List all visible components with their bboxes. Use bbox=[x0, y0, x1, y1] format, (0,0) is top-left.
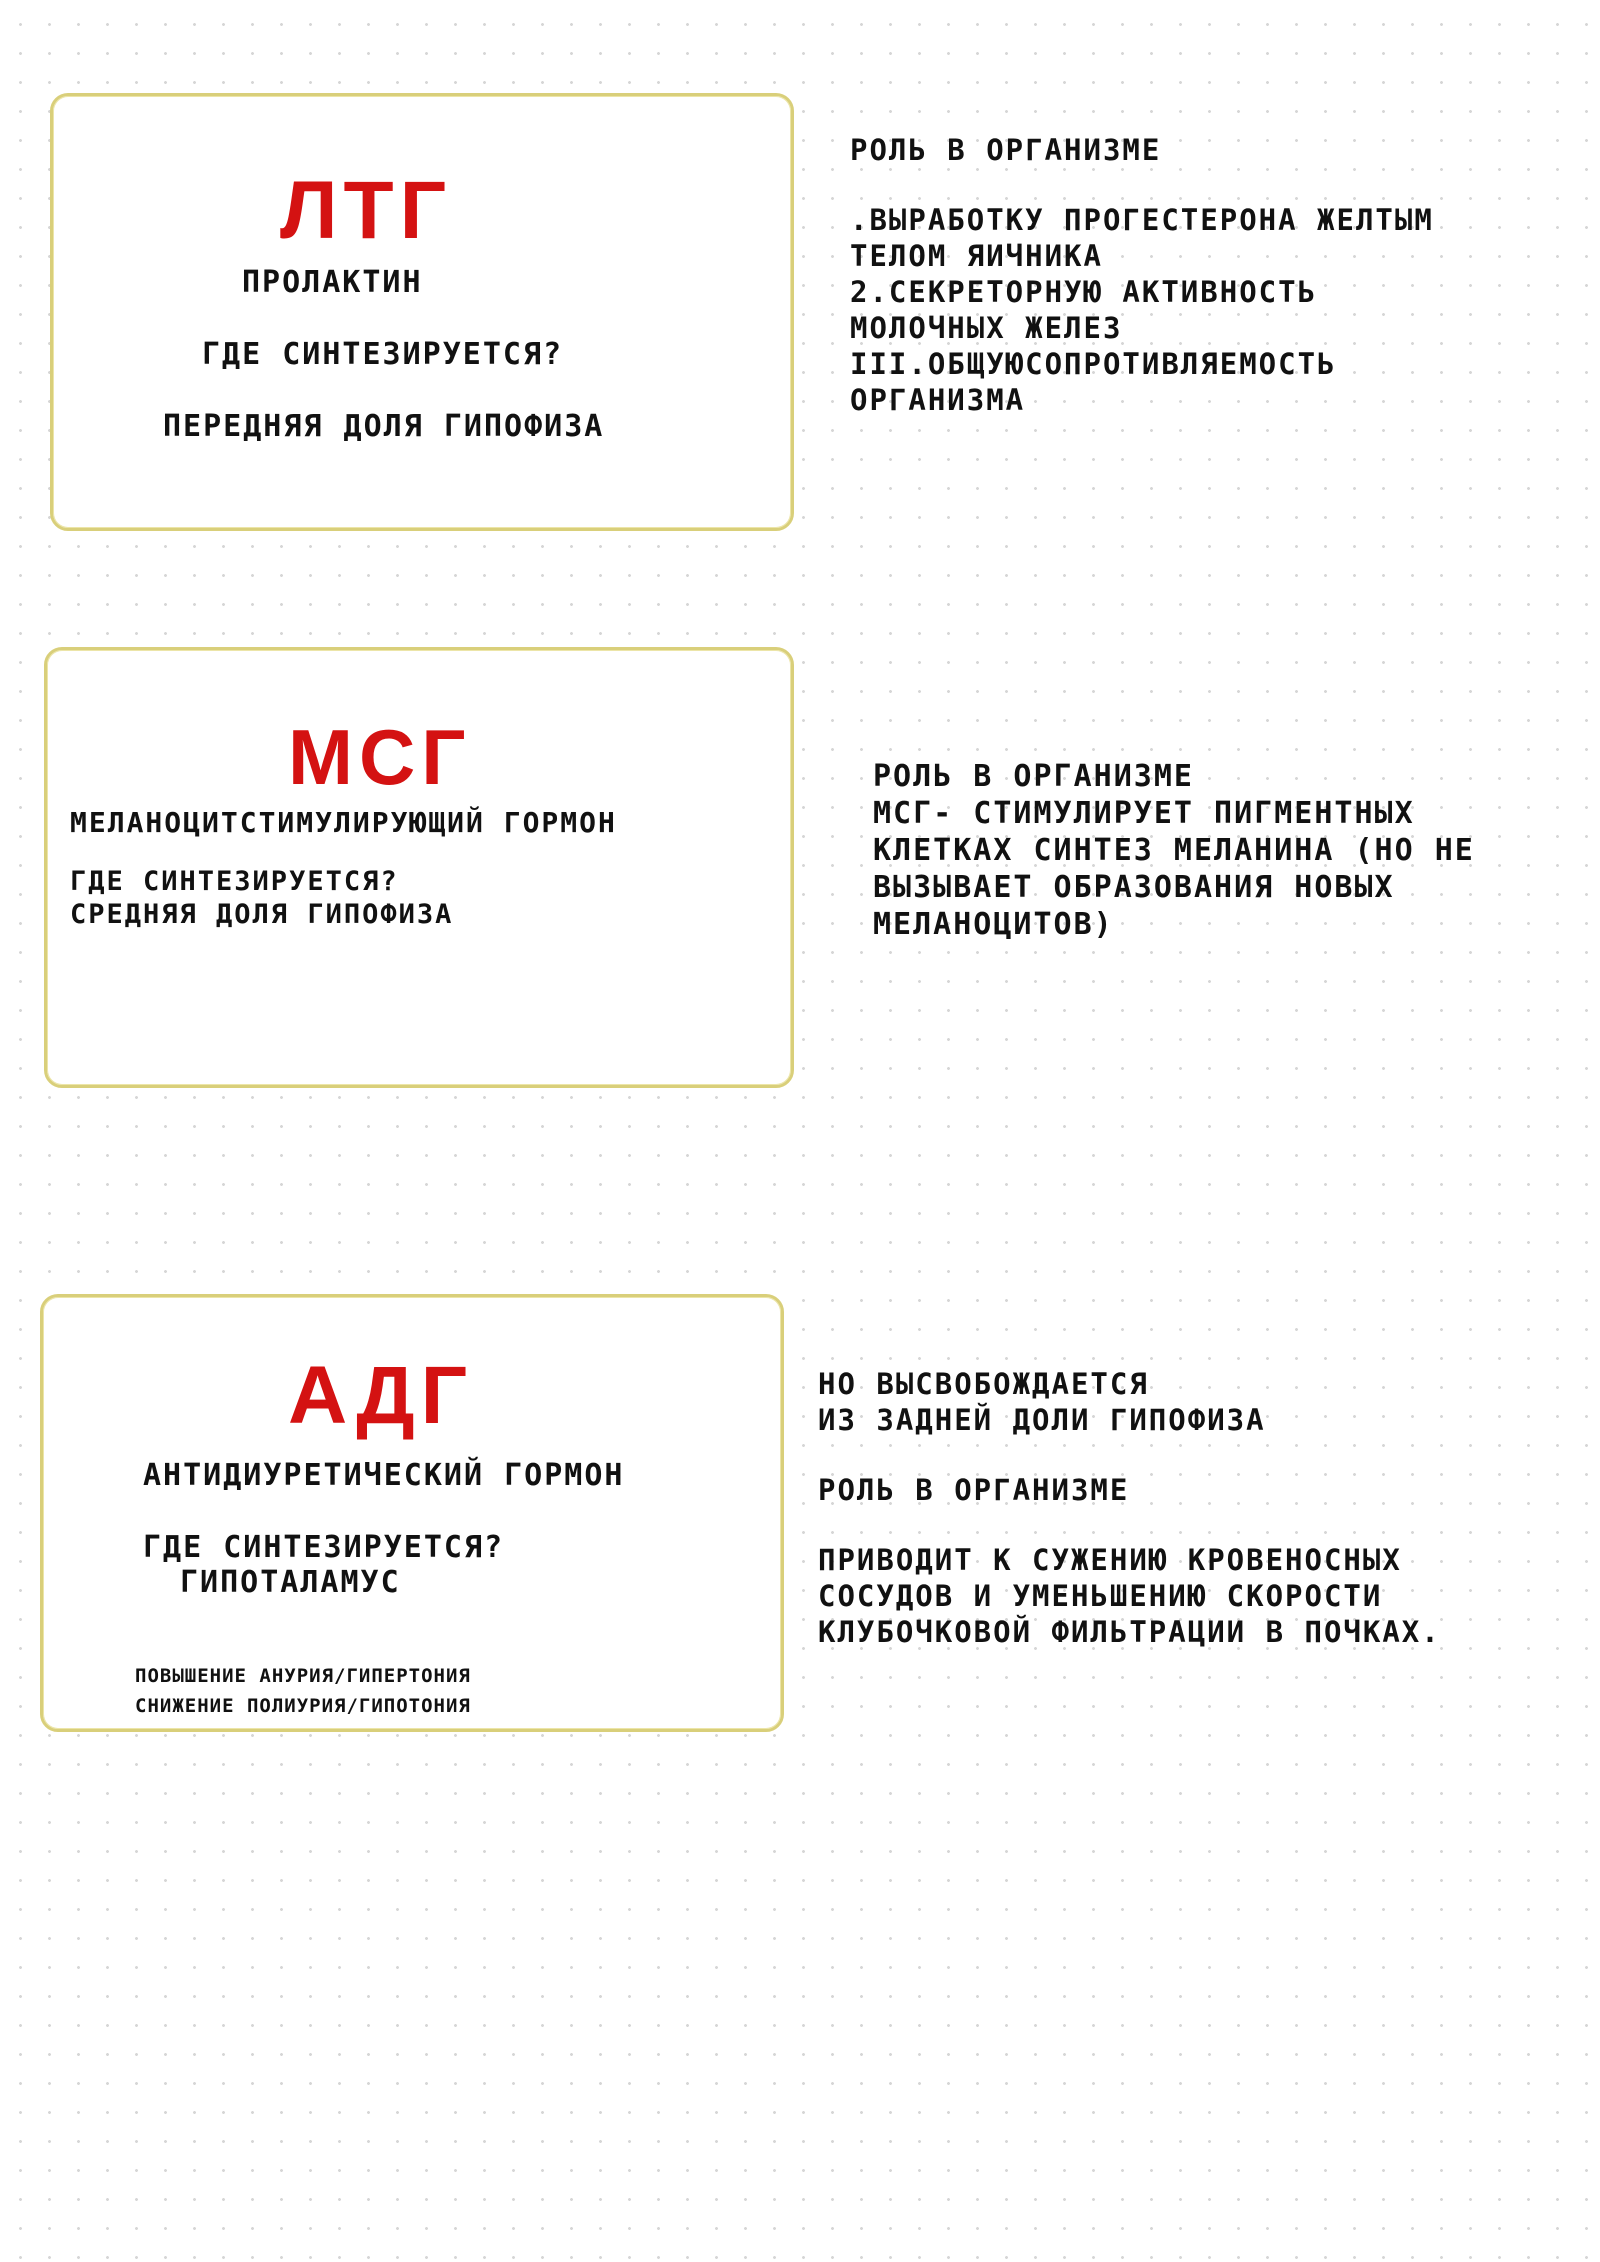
hormone-name: ПРОЛАКТИН bbox=[242, 265, 423, 300]
role-line: СОСУДОВ И УМЕНЬШЕНИЮ СКОРОСТИ bbox=[818, 1579, 1383, 1613]
synthesis-question: ГДЕ СИНТЕЗИРУЕТСЯ? bbox=[202, 337, 564, 372]
role-line: ОРГАНИЗМА bbox=[850, 383, 1026, 417]
role-heading: РОЛЬ В ОРГАНИЗМЕ bbox=[873, 759, 1194, 794]
role-line: КЛЕТКАХ СИНТЕЗ МЕЛАНИНА (НО НЕ bbox=[873, 833, 1475, 868]
synthesis-question: ГДЕ СИНТЕЗИРУЕТСЯ? bbox=[143, 1530, 505, 1565]
role-line: 2.СЕКРЕТОРНУЮ АКТИВНОСТЬ bbox=[850, 275, 1318, 309]
role-line: МЕЛАНОЦИТОВ) bbox=[873, 907, 1114, 942]
note-line: СНИЖЕНИЕ ПОЛИУРИЯ/ГИПОТОНИЯ bbox=[135, 1695, 471, 1717]
role-line: III.ОБЩУЮСОПРОТИВЛЯЕМОСТЬ bbox=[850, 347, 1337, 381]
synthesis-answer: СРЕДНЯЯ ДОЛЯ ГИПОФИЗА bbox=[70, 899, 454, 930]
release-note bbox=[818, 1366, 1266, 1438]
role-section-ltg bbox=[850, 132, 1434, 418]
role-line: ПРИВОДИТ К СУЖЕНИЮ КРОВЕНОСНЫХ bbox=[818, 1543, 1402, 1577]
role-line: ВЫЗЫВАЕТ ОБРАЗОВАНИЯ НОВЫХ bbox=[873, 870, 1395, 905]
role-line: МОЛОЧНЫХ ЖЕЛЕЗ bbox=[850, 311, 1123, 345]
release-line: ИЗ ЗАДНЕЙ ДОЛИ ГИПОФИЗА bbox=[818, 1403, 1266, 1437]
role-line: КЛУБОЧКОВОЙ ФИЛЬТРАЦИИ В ПОЧКАХ. bbox=[818, 1615, 1441, 1649]
role-heading: РОЛЬ В ОРГАНИЗМЕ bbox=[818, 1473, 1130, 1507]
role-section-msg bbox=[873, 758, 1475, 943]
synthesis-answer: ПЕРЕДНЯЯ ДОЛЯ ГИПОФИЗА bbox=[163, 409, 605, 444]
card-title: МСГ bbox=[288, 713, 472, 801]
hormone-name: АНТИДИУРЕТИЧЕСКИЙ ГОРМОН bbox=[143, 1458, 625, 1493]
card-title: АДГ bbox=[288, 1350, 474, 1441]
clinical-notes bbox=[135, 1661, 471, 1721]
hormone-card-ltg bbox=[50, 93, 794, 531]
note-line: ПОВЫШЕНИЕ АНУРИЯ/ГИПЕРТОНИЯ bbox=[135, 1665, 471, 1687]
role-section-adg bbox=[818, 1472, 1441, 1650]
role-heading: РОЛЬ В ОРГАНИЗМЕ bbox=[850, 133, 1162, 167]
role-line: МСГ- СТИМУЛИРУЕТ ПИГМЕНТНЫХ bbox=[873, 796, 1415, 831]
card-title: ЛТГ bbox=[280, 165, 453, 256]
role-line: ТЕЛОМ ЯИЧНИКА bbox=[850, 239, 1103, 273]
hormone-name: МЕЛАНОЦИТСТИМУЛИРУЮЩИЙ ГОРМОН bbox=[70, 806, 617, 839]
role-line: .ВЫРАБОТКУ ПРОГЕСТЕРОНА ЖЕЛТЫМ bbox=[850, 203, 1434, 237]
synthesis-answer: ГИПОТАЛАМУС bbox=[180, 1565, 401, 1600]
release-line: НО ВЫСВОБОЖДАЕТСЯ bbox=[818, 1367, 1149, 1401]
synthesis-question: ГДЕ СИНТЕЗИРУЕТСЯ? bbox=[70, 866, 399, 897]
